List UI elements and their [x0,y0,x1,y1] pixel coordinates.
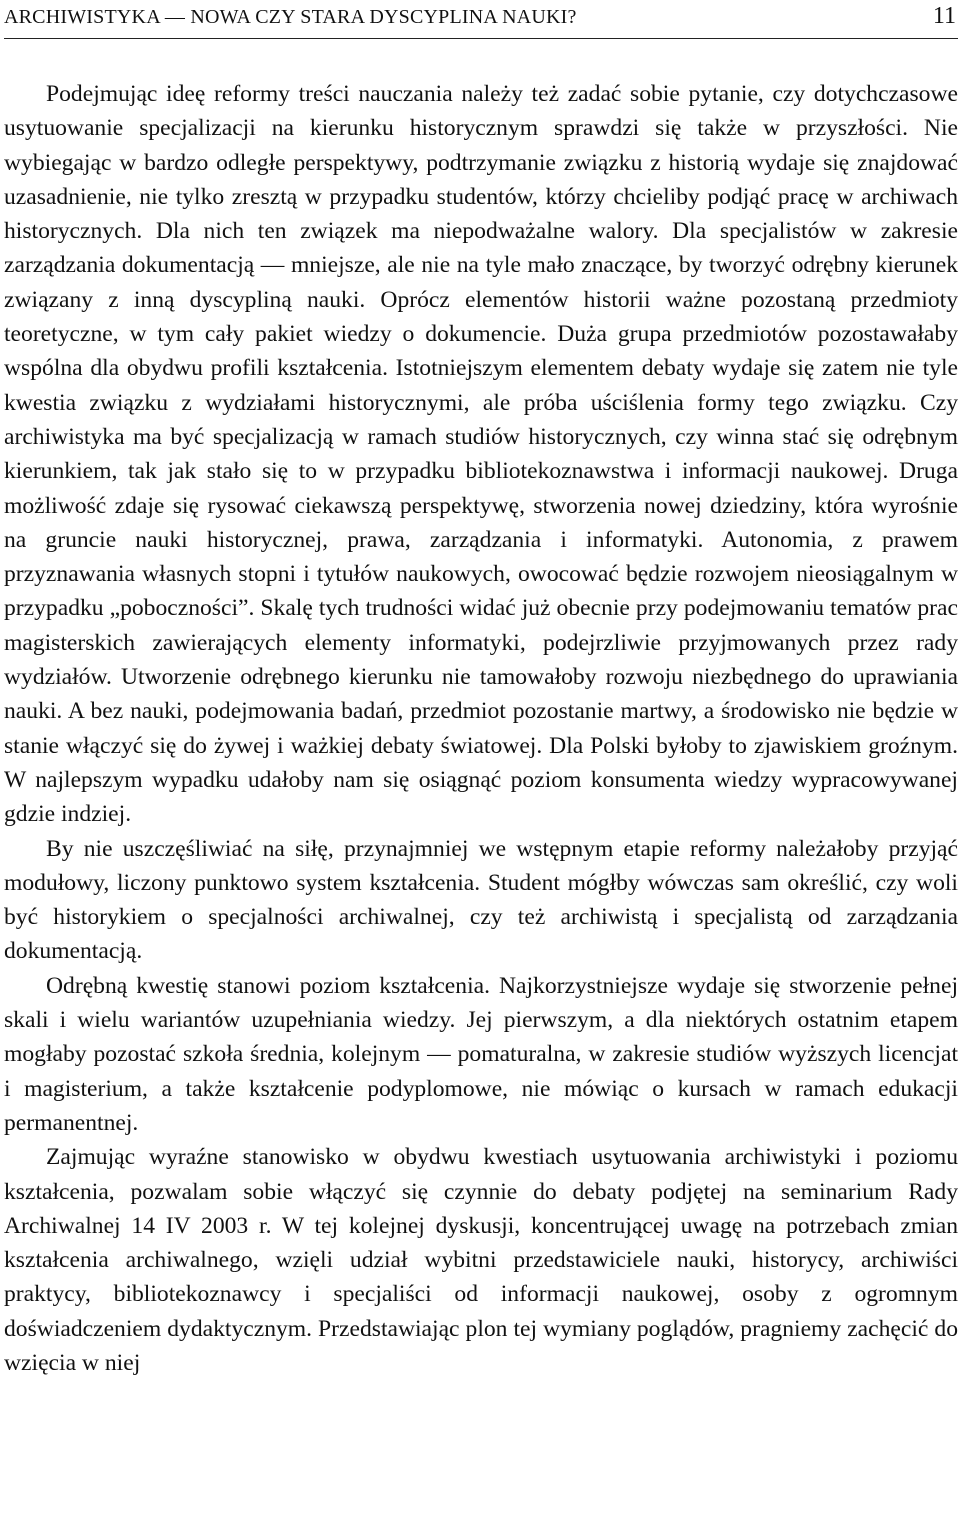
paragraph: Zajmując wyraźne stanowisko w obydwu kwestiach usytuowania archiwistyki i poziomu kształcenia, pozwalam sobie włączyć się czynnie do debaty podjętej na seminarium Rady Archiwalnej 14 IV 2003 r. W tej kolejnej dyskusji, koncentrującej uwagę na potrzebach zmian kształcenia archiwalnego, wzięli udział wybitni przedstawiciele nauki, historycy, archiwiści praktycy, bibliotekoznawcy i specjaliści od informacji naukowej, osoby z ogromnym doświadczeniem dydaktycznym. Przedstawiając plon tej wymiany poglądów, pragniemy zachęcić do wzięcia w niej [4,1144,958,1376]
body-text [4,77,958,1380]
running-title: ARCHIWISTYKA — NOWA CZY STARA DYSCYPLINA NAUKI? [4,6,577,28]
document-page [4,0,958,1380]
page-number: 11 [932,3,956,29]
paragraph: Odrębną kwestię stanowi poziom kształcenia. Najkorzystniejsze wydaje się stworzenie pełnej skali i wielu wariantów uzupełniania wiedzy. Jej pierwszym, a dla niektórych ostatnim etapem mogłaby pozostać szkoła średnia, kolejnym — pomaturalna, w zakresie studiów wyższych licencjat i magisterium, a także kształcenie podyplomowe, nie mówiąc o kursach w ramach edukacji permanentnej. [4,972,958,1136]
running-header [4,0,958,39]
paragraph: By nie uszczęśliwiać na siłę, przynajmniej we wstępnym etapie reformy należałoby przyjąć modułowy, liczony punktowo system kształcenia. Student mógłby wówczas sam określić, czy woli być historykiem o specjalności archiwalnej, czy też archiwistą i specjalistą od zarządzania dokumentacją. [4,835,958,965]
paragraph: Podejmując ideę reformy treści nauczania należy też zadać sobie pytanie, czy dotychczasowe usytuowanie specjalizacji na kierunku historycznym sprawdzi się także w przyszłości. Nie wybiegając w bardzo odległe perspektywy, podtrzymanie związku z historią wydaje się znajdować uzasadnienie, nie tylko zresztą w przypadku studentów, którzy chcieliby podjąć pracę w archiwach historycznych. Dla nich ten związek ma niepodważalne walory. Dla specjalistów w zakresie zarządzania dokumentacją — mniejsze, ale nie na tyle mało znaczące, by tworzyć odrębny kierunek związany z inną dyscypliną nauki. Oprócz elementów historii ważne pozostaną przedmioty teoretyczne, w tym cały pakiet wiedzy o dokumencie. Duża grupa przedmiotów pozostawałaby wspólna dla obydwu profili kształcenia. Istotniejszym elementem debaty wydaje się zatem nie tyle kwestia związku z wydziałami historycznymi, ale próba uściślenia formy tego związku. Czy archiwistyka ma być specjalizacją w ramach studiów historycznych, czy winna stać się odrębnym kierunkiem, tak jak stało się to w przypadku bibliotekoznawstwa i informacji naukowej. Druga możliwość zdaje się rysować ciekawszą perspektywę, stworzenia nowej dziedziny, która wyrośnie na gruncie nauki historycznej, prawa, zarządzania i informatyki. Autonomia, z prawem przyznawania własnych stopni i tytułów naukowych, owocować będzie rozwojem nieosiągalnym w przypadku „poboczności”. Skalę tych trudności widać już obecnie przy podejmowaniu tematów prac magisterskich zawierających elementy informatyki, podejrzliwie przyjmowanych przez rady wydziałów. Utworzenie odrębnego kierunku nie tamowałoby rozwoju niezbędnego do uprawiania nauki. A bez nauki, podejmowania badań, przedmiot pozostanie martwy, a środowisko nie będzie w stanie włączyć się do żywej i ważkiej debaty światowej. Dla Polski byłoby to zjawiskiem groźnym. W najlepszym wypadku udałoby nam się osiągnąć poziom konsumenta wiedzy wypracowywanej gdzie indziej. [4,81,958,828]
